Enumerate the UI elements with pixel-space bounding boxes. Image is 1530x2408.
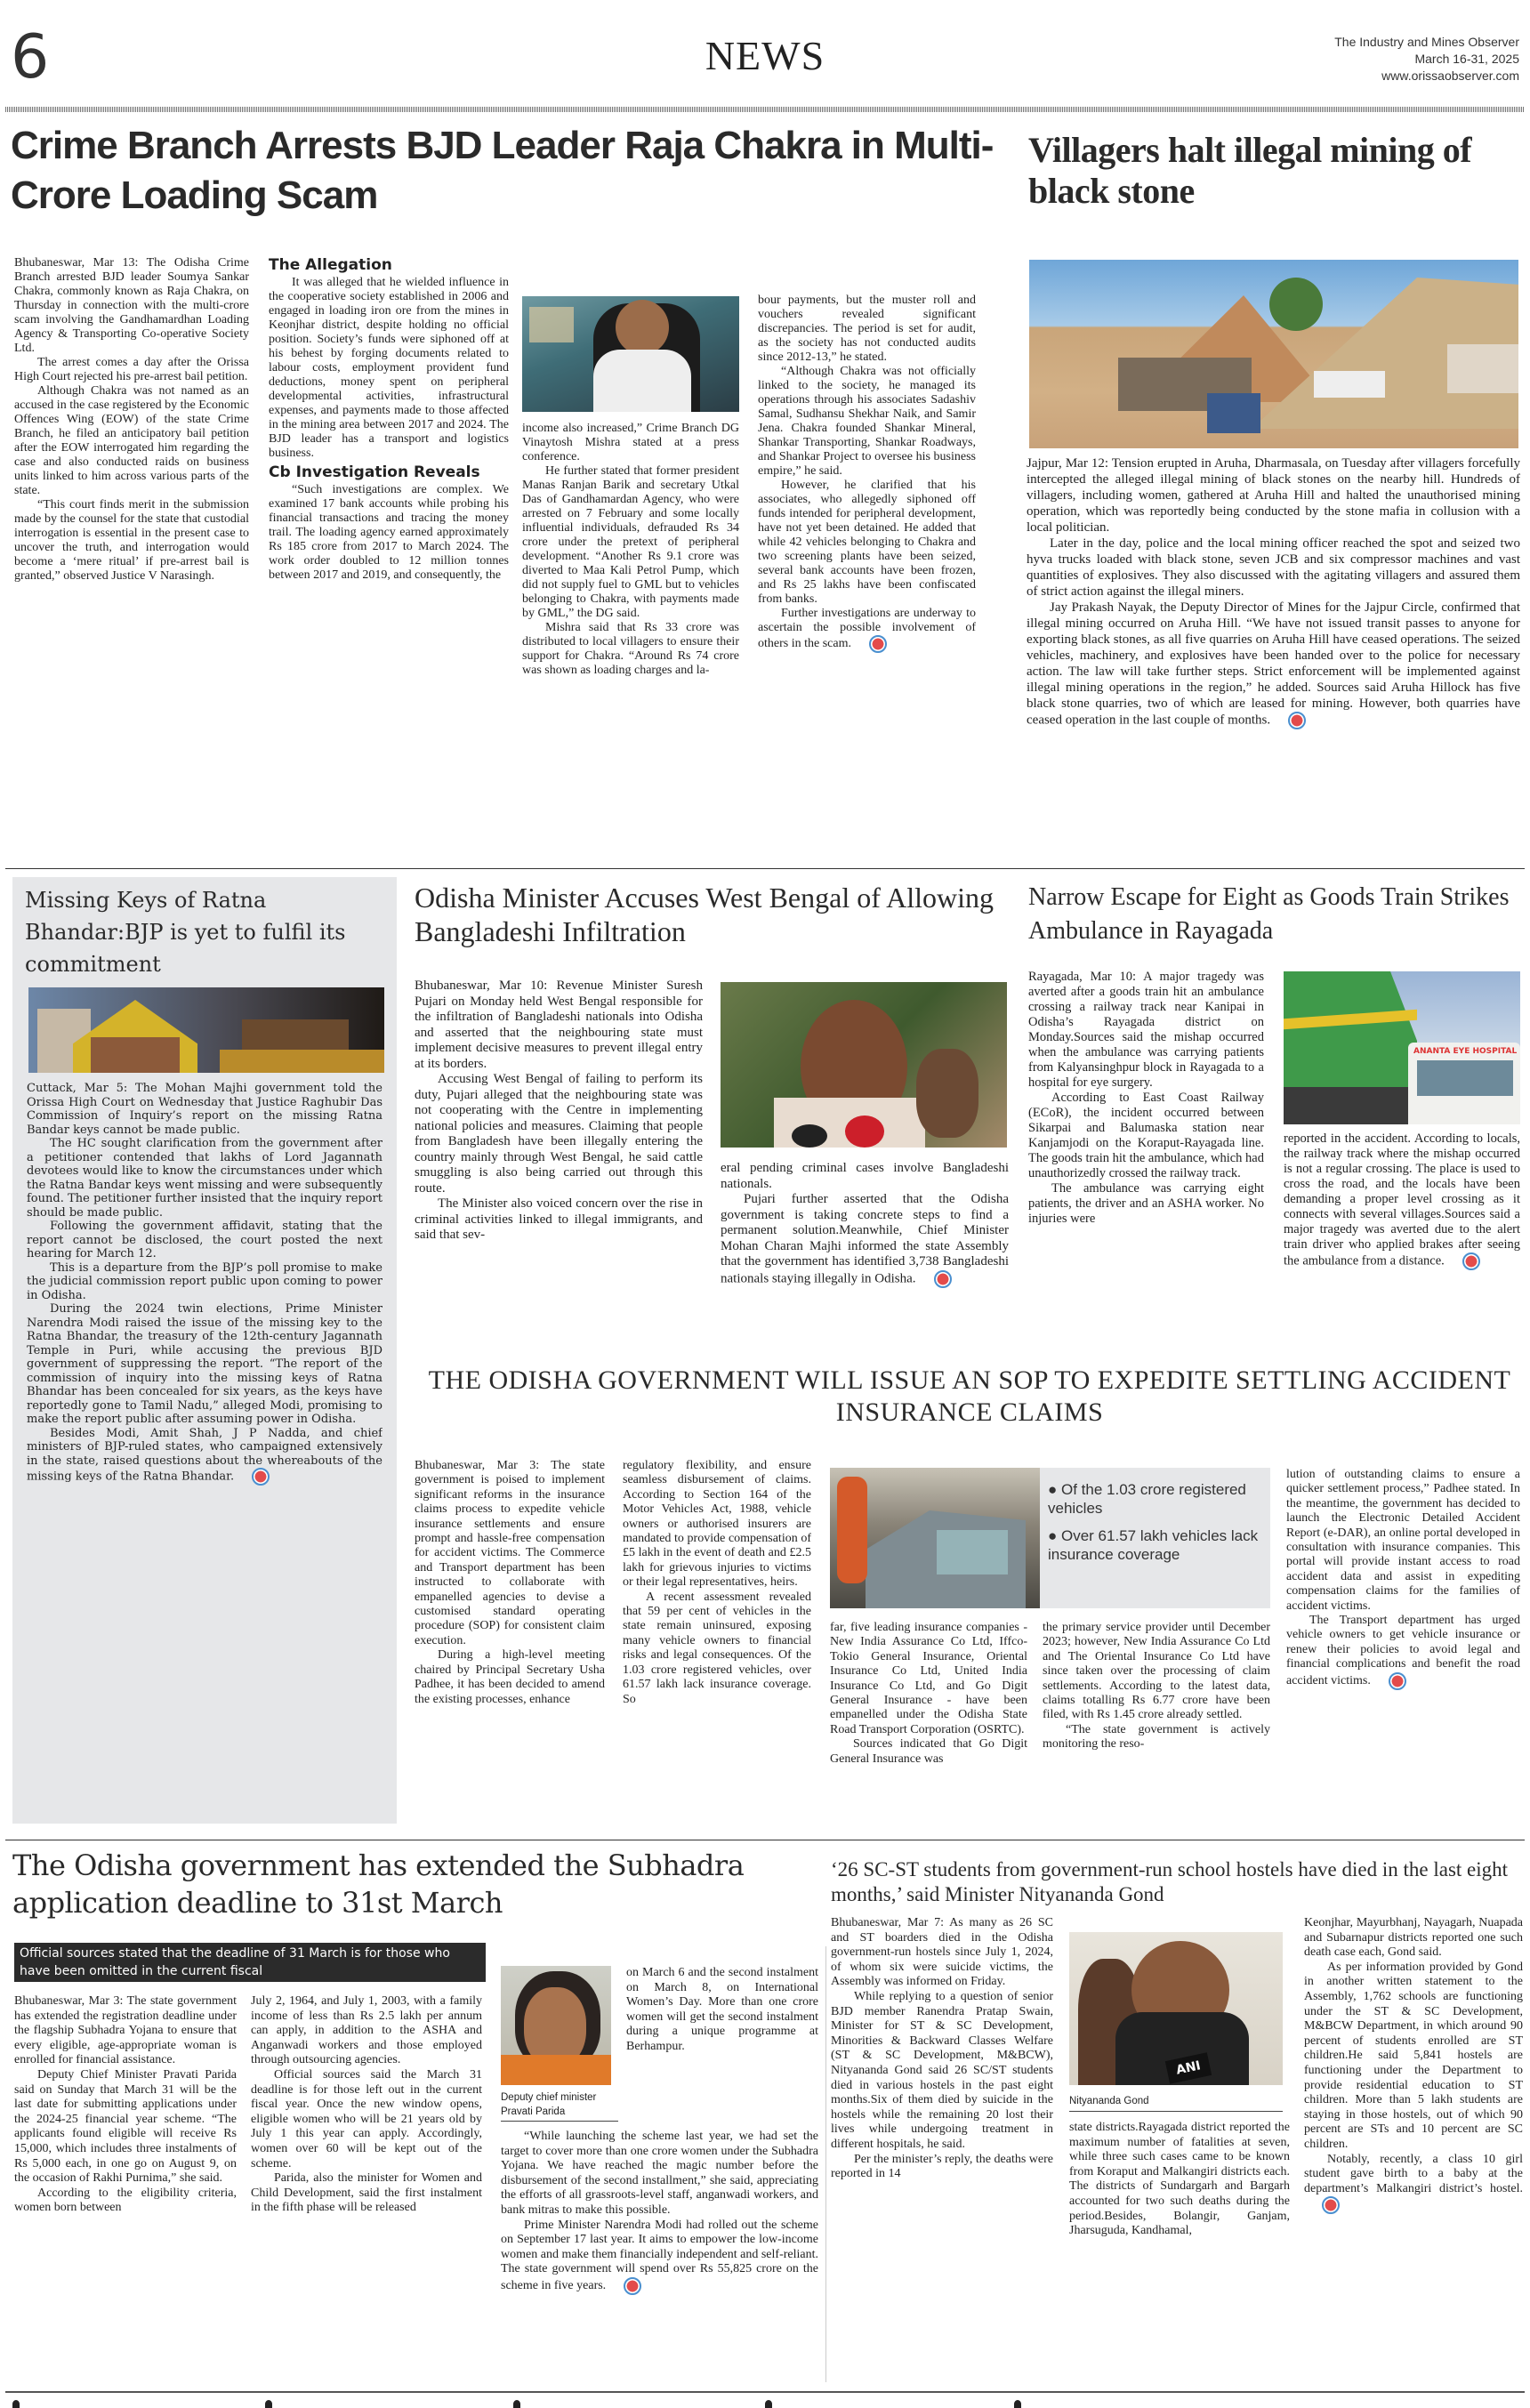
highlight-item: ● Over 61.57 lakh vehicles lack insurance coverage bbox=[1048, 1527, 1259, 1563]
paragraph: Although Chakra was not named as an accused in the case registered by the Economic Offences Wing (EOW) of the state Crime Branch, he filed an anticipatory bail petition after the EOW interrogated him regarding the case and also conducted raids on business units linked to him across various parts of the state. bbox=[14, 384, 249, 497]
paragraph: reported in the accident. According to locals, the railway track where the mishap occurred is not a regular crossing. The place is used to cross the road, and the locals have been demanding a proper level crossing as it connects with several villages.Sources said a major tragedy was averted due to the alert train driver who applied brakes after seeing the ambulance from a distance. bbox=[1284, 1132, 1520, 1270]
train-column-1 bbox=[1028, 970, 1264, 1352]
paragraph: eral pending criminal cases involve Bangladeshi nationals. bbox=[721, 1161, 1009, 1191]
ani-mic-label: ANI bbox=[1165, 2052, 1212, 2083]
paragraph: Following the government affidavit, stating that the report cannot be disclosed, the court posted the next hearing for March 12. bbox=[27, 1220, 382, 1260]
paragraph: Keonjhar, Mayurbhanj, Nayagarh, Nuapada and Subarnapur districts reported one such death case each, Gond said. bbox=[1304, 1916, 1523, 1960]
issue-date: March 16-31, 2025 bbox=[1414, 52, 1519, 66]
paragraph: During a high-level meeting chaired by Principal Secretary Usha Padhee, it has been decided to amend the existing processes, enhance bbox=[415, 1648, 605, 1706]
paragraph: The ambulance was carrying eight patients, the driver and an ASHA worker. No injuries were bbox=[1028, 1181, 1264, 1226]
paragraph: Deputy Chief Minister Pravati Parida said on Sunday that March 31 will be the last date for submitting applications under the 2024-25 financial year scheme. “The applicants found eligible will receive Rs 15,000, which includes three instalments of Rs 5,000 each, in one go on August 9, on the occasion of Rakhi Purnima,” she said. bbox=[14, 2067, 237, 2186]
paragraph: Notably, recently, a class 10 girl student gave birth to a baby at the department’s Malkangiri district’s hostel. bbox=[1304, 2153, 1523, 2215]
raja-chakra-photo bbox=[522, 296, 739, 412]
ratna-headline: Missing Keys of Ratna Bhandar:BJP is yet to fulfil its commitment bbox=[25, 888, 346, 977]
paragraph: Pujari further asserted that the Odisha government is taking concrete steps to find a permanent solution.Meanwhile, Chief Minister Mohan Charan Majhi informed the state Assembly that the government has identified 3,738 Bangladeshi nationals staying illegally in Odisha. bbox=[721, 1192, 1009, 1288]
paragraph: As per information provided by Gond in another written statement to the Assembly, 1,762 schools are functioning under the ST & SC Development, M&BCW Department, in which around 90 percent of students enrolled are ST children.He said 5,841 hostels are functioning under the Department to provide residential education to ST children. More than 5 lakh students are staying in those hostels, out of which 90 percent are STs and 10 percent are SC children. bbox=[1304, 1960, 1523, 2151]
paragraph: He further stated that former president Manas Ranjan Barik and secretary Utkal Das of Gandhamardan Agency, who were arrested on 7 February and some locally influential individuals, defrauded Rs 34 crore under the pretext of peripheral development. “Another Rs 9.1 crore was diverted to Maa Kali Petrol Pump, which did not supply fuel to GML but to vehicles belonging to Chakra, with payments made by GML,” the DG said. bbox=[522, 464, 739, 620]
publication-info bbox=[1334, 34, 1519, 85]
paragraph: Rayagada, Mar 10: A major tragedy was averted after a goods train hit an ambulance crossing a railway track near Kanipai in Odisha’s Rayagada district on Monday.Sources said the mishap occurred when the ambulance was carrying patients from Kalyansinghpur block in Rayagada to a hospital for eye surgery. bbox=[1028, 970, 1264, 1090]
registration-marks bbox=[0, 2400, 1530, 2408]
imo-logo-icon bbox=[1288, 712, 1306, 729]
insurance-highlights bbox=[1048, 1480, 1265, 1564]
highlight-item: ● Of the 1.03 crore registered vehicles bbox=[1048, 1481, 1246, 1517]
hostels-column-3 bbox=[1304, 1916, 1523, 2388]
ratna-box bbox=[12, 877, 397, 1824]
crashed-car-photo bbox=[830, 1468, 1040, 1608]
paragraph: Parida, also the minister for Women and Child Development, said the first instalment in the fifth phase will be released bbox=[251, 2171, 482, 2215]
subhadra-standfirst: Official sources stated that the deadline of 31 March is for those who have been omitted in the current fiscal bbox=[14, 1943, 486, 1982]
hostels-column-2 bbox=[1069, 2121, 1290, 2388]
subhead-allegation: The Allegation bbox=[269, 256, 392, 274]
insurance-headline: THE ODISHA GOVERNMENT WILL ISSUE AN SOP TO EXPEDITE SETTLING ACCIDENT INSURANCE CLAIMS bbox=[428, 1365, 1511, 1427]
paragraph: The arrest comes a day after the Orissa High Court rejected his pre-arrest bail petition. bbox=[14, 356, 249, 383]
paragraph: Per the minister’s reply, the deaths were reported in 14 bbox=[831, 2152, 1053, 2181]
paragraph: income also increased,” Crime Branch DG Vinaytosh Mishra stated at a press conference. bbox=[522, 422, 739, 463]
imo-logo-icon bbox=[252, 1468, 270, 1486]
section-title: NEWS bbox=[705, 33, 825, 78]
paragraph: Official sources said the March 31 deadline is for those left out in the current fiscal year. Once the new window opens, eligible women who will be 21 years old by July 1 this year can apply. Accordingly, women over 60 will be kept out of the scheme. bbox=[251, 2067, 482, 2170]
paragraph: Bhubaneswar, Mar 10: Revenue Minister Suresh Pujari on Monday held West Bengal responsible for the infiltration of Bangladeshi nationals into Odisha and asserted that the neighbouring state must implement decisive measures to prevent illegal entry at its borders. bbox=[415, 979, 703, 1071]
paragraph: Prime Minister Narendra Modi had rolled out the scheme on September 17 last year. It aims to empower the low-income women and make them financially independent and self-reliant. The state government will spend over Rs 55,825 crore on the scheme in five years. bbox=[501, 2219, 818, 2295]
bullet-icon: ● bbox=[1048, 1481, 1061, 1498]
paragraph: regulatory flexibility, and ensure seamless disbursement of claims. According to Section 164 of the Motor Vehicles Act, 1988, vehicle owners or authorised insurers are mandated to provide compensation of £5 lakh in the event of death and £2.5 lakh for grievous injuries to victims or their legal representatives, heirs. bbox=[623, 1459, 811, 1590]
subhead-investigation: Cb Investigation Reveals bbox=[269, 463, 480, 481]
masthead-rule bbox=[5, 107, 1525, 112]
paragraph: Jay Prakash Nayak, the Deputy Director of Mines for the Jajpur Circle, confirmed that illegal mining occurred on Aruha Hill. “We have not issued transit passes to anyone for exporting black stones, as all five quarries on Aruha Hill have ceased operations. The seized vehicles, machinery, and explosives have been handed over to the police for necessary action. The law will take further steps. Strict enforcement will be implemented against illegal mining operations in the region,” he added. Sources said Aruha Hillock has five black stone quarries, two of which are leased for mining. However, both quarries have ceased operation in the last couple of months. bbox=[1027, 600, 1520, 729]
subhadra-column-3-top bbox=[626, 1966, 818, 2126]
paragraph: “The state government is actively monitoring the reso- bbox=[1043, 1722, 1270, 1752]
pravati-parida-caption bbox=[501, 2090, 618, 2122]
paragraph: Bhubaneswar, Mar 3: The state government has extended the registration deadline under the flagship Subhadra Yojana to ensure that every eligible, age-appropriate woman is enrolled for financial assistance. bbox=[14, 1994, 237, 2067]
insurance-column-3 bbox=[830, 1621, 1027, 1832]
hostels-headline: ‘26 SC-ST students from government-run school hostels have died in the last eight months,’ said Minister Nityananda Gond bbox=[831, 1858, 1509, 1905]
paragraph: Further investigations are underway to ascertain the possible involvement of others in the scam. bbox=[758, 607, 976, 653]
crime-column-1 bbox=[14, 256, 249, 861]
ambulance-sign: ANANTA EYE HOSPITAL bbox=[1413, 1047, 1518, 1056]
bengal-column-2 bbox=[721, 1161, 1009, 1352]
paragraph: A recent assessment revealed that 59 per cent of vehicles in the state remain uninsured, exposing many vehicle owners to financial risks and legal consequences. Of the 1.03 crore registered vehicles, over 61.57 lakh lack insurance coverage. So bbox=[623, 1590, 811, 1706]
paragraph: Bhubaneswar, Mar 13: The Odisha Crime Branch arrested BJD leader Soumya Sankar Chakra, commonly known as Raja Chakra, on Thursday in connection with the multi-crore scam involving the Gandhamardhan Loading Agency & Transporting Co-operative Society Ltd. bbox=[14, 256, 249, 355]
paragraph: This is a departure from the BJP’s poll promise to make the judicial commission report public upon coming to power in Odisha. bbox=[27, 1260, 382, 1302]
bengal-headline: Odisha Minister Accuses West Bengal of Allowing Bangladeshi Infiltration bbox=[415, 882, 994, 947]
paragraph: Besides Modi, Amit Shah, J P Nadda, and chief ministers of BJP-ruled states, who campaigned extensively in the state, raised questions about the whereabouts of the missing keys of the Ratna Bhandar. bbox=[27, 1427, 382, 1486]
mining-site-photo bbox=[1029, 260, 1518, 448]
paragraph: While replying to a question of senior BJD member Ranendra Pratap Swain, Minister for ST & SC Development, Minorities & Backward Classes Welfare (ST & SC Development, M&BCW), Nityananda Gond said 26 SC/ST students died in various hostels in the past eight months.Six of them died by suicide in the hostels while the remaining 20 lost their lives while undergoing treatment in different hospitals, he said. bbox=[831, 1989, 1053, 2151]
section-divider bbox=[5, 868, 1525, 869]
paragraph: According to East Coast Railway (ECoR), the incident occurred between Sikarpai and Balumaska station near Kanjamjodi on the Koraput-Rayagada line. The goods train hit the ambulance, which had unauthorizedly crossed the railway track. bbox=[1028, 1091, 1264, 1180]
crime-column-4 bbox=[758, 294, 976, 861]
subhadra-column-1 bbox=[14, 1994, 237, 2386]
caption-line: Deputy chief minister bbox=[501, 2092, 597, 2103]
paragraph: Accusing West Bengal of failing to perform its duty, Pujari alleged that the neighbouring state was not cooperating with the Centre in implementing national policies and measures. Claiming that people from Bangladesh have been illegally entering the country mainly through West Bengal, he said cattle smuggling is also being carried out through this route. bbox=[415, 1072, 703, 1196]
paragraph: Bhubaneswar, Mar 3: The state government is poised to implement significant reforms in the insurance claims process to expedite vehicle insurance settlements and ensure prompt and hassle-free compensation for accident victims. The Commerce and Transport department has been instructed to collaborate with empanelled agencies to devise a customised standard operating procedure (SOP) for consistent claim execution. bbox=[415, 1459, 605, 1647]
paragraph: It was alleged that he wielded influence in the cooperative society established in 2006 and engaged in loading iron ore from the mines in Keonjhar district, despite holding no official position. Society’s funds were siphoned off at his behest by forging documents related to labour costs, employment provident fund deductions, money spent on peripheral developmental activities, infrastructural expenses, and payments made to those affected in the mining area between 2017 and 2024. The BJD leader has a transport and logistics business. bbox=[269, 276, 509, 460]
jagannath-temple-treasure-photo bbox=[28, 987, 384, 1073]
paragraph: July 2, 1964, and July 1, 2003, with a family income of less than Rs 2.5 lakh per annum can apply, in addition to the ASHA and Anganwadi workers and those employed through outsourcing agencies. bbox=[251, 1994, 482, 2067]
train-ambulance-photo bbox=[1284, 971, 1520, 1124]
train-headline: Narrow Escape for Eight as Goods Train Strikes Ambulance in Rayagada bbox=[1028, 883, 1510, 945]
imo-logo-icon bbox=[1462, 1252, 1480, 1270]
train-column-2 bbox=[1284, 1132, 1520, 1352]
paragraph: far, five leading insurance companies - New India Assurance Co Ltd, Iffco-Tokio General Insurance, Oriental Insurance Co Ltd, United India Insurance Co Ltd, and Go Digit General Insurance - have been empanelled under the Odisha State Road Transport Corporation (OSRTC). bbox=[830, 1621, 1027, 1736]
subhadra-headline: The Odisha government has extended the Subhadra application deadline to 31st March bbox=[12, 1848, 745, 1920]
paragraph: Mishra said that Rs 33 crore was distributed to local villagers to ensure their support for Chakra. “Around Rs 74 crore was shown as loading charges and la- bbox=[522, 621, 739, 677]
crime-column-2 bbox=[269, 256, 509, 861]
paragraph: Bhubaneswar, Mar 7: As many as 26 SC and ST boarders died in the Odisha government-run hostels since July 1, 2024, of whom six were suicide victims, the Assembly was informed on Friday. bbox=[831, 1916, 1053, 1989]
publication-name: The Industry and Mines Observer bbox=[1334, 35, 1519, 49]
crime-column-3 bbox=[522, 422, 739, 861]
page-number: 6 bbox=[11, 22, 50, 93]
pravati-parida-photo bbox=[501, 1966, 611, 2085]
imo-logo-icon bbox=[1322, 2196, 1340, 2214]
insurance-column-1 bbox=[415, 1459, 605, 1832]
website-link[interactable]: www.orissaobserver.com bbox=[1381, 68, 1519, 83]
insurance-column-4 bbox=[1043, 1621, 1270, 1832]
paragraph: However, he clarified that his associates, who allegedly siphoned off funds intended for peripheral development, have not yet been detained. He added that while 42 vehicles belonging to Chakra and two screening plants have been seized, several bank accounts have been frozen, and Rs 25 lakhs have been confiscated from banks. bbox=[758, 479, 976, 606]
mining-headline: Villagers halt illegal mining of black stone bbox=[1028, 130, 1472, 211]
imo-logo-icon bbox=[934, 1270, 952, 1288]
paragraph: the primary service provider until December 2023; however, New India Assurance Co Ltd and The Oriental Insurance Co Ltd have since taken over the processing of claim settlements. According to the latest data, claims totalling Rs 6.77 crore have been filed, with Rs 1.45 crore already settled. bbox=[1043, 1621, 1270, 1722]
insurance-column-5 bbox=[1286, 1468, 1520, 1832]
paragraph: bour payments, but the muster roll and vouchers revealed significant discrepancies. The period is set for audit, as the society has not conducted audits since 2012-13,” he stated. bbox=[758, 294, 976, 364]
bengal-column-1 bbox=[415, 979, 703, 1352]
paragraph: on March 6 and the second instalment on March 8, on International Women’s Day. More than one crore women will get the second instalment during a unique programme at Berhampur. bbox=[626, 1966, 818, 2053]
paragraph: state districts.Rayagada district reported the maximum number of fatalities at seven, while three such cases came to be known from Koraput and Malkangiri districts each. The districts of Sundargarh and Bargarh accounted for two such deaths during the period.Besides, Bolangir, Ganjam, Jharsuguda, Kandhamal, bbox=[1069, 2121, 1290, 2238]
paragraph: During the 2024 twin elections, Prime Minister Narendra Modi raised the issue of the missing key to the Ratna Bhandar, the treasury of the 12th-century Jagannath Temple in Puri, while accusing the previous BJD government of suppressing the report. “The report of the commission of inquiry into the missing keys of Ratna Bhandar has been concealed for six years, as the keys have reportedly gone to Tamil Nadu,” alleged Modi, promising to make the report public after assuming power in Odisha. bbox=[27, 1302, 382, 1426]
suresh-pujari-photo bbox=[721, 982, 1007, 1148]
paragraph: According to the eligibility criteria, women born between bbox=[14, 2186, 237, 2215]
paragraph: “Although Chakra was not officially linked to the society, he managed its operations through his associates Sadashiv Samal, Sudhansu Shekhar Naik, and Samir Jena. Chakra founded Shankar Mineral, Shankar Transporting, Shankar Roadways, and Shankar Project to oversee his business empire,” he said. bbox=[758, 365, 976, 478]
paragraph: “While launching the scheme last year, we had set the target to cover more than one crore women under the Subhadra Yojana. We have reached the magic number before the disbursement of the second installment,” she said, appreciating the efforts of all grassroots-level staff, anganwadi workers, and bank mitras to make this possible. bbox=[501, 2130, 818, 2217]
paragraph: Jajpur, Mar 12: Tension erupted in Aruha, Dharmasala, on Tuesday after villagers forcefully intercepted the alleged illegal mining of black stones on the nearby hill. Hundreds of villagers, including women, gathered at Aruha Hill and halted the unauthorised mining operation, which was reportedly being conducted by the stone mafia in collusion with a local politician. bbox=[1027, 456, 1520, 535]
paragraph: The Transport department has urged vehicle owners to get vehicle insurance or renew their policies to avoid legal and financial complications and benefit the road accident victims. bbox=[1286, 1614, 1520, 1690]
imo-logo-icon bbox=[624, 2277, 641, 2295]
footer-rule bbox=[5, 2391, 1525, 2393]
imo-logo-icon bbox=[869, 635, 887, 653]
insurance-column-2 bbox=[623, 1459, 811, 1832]
bullet-icon: ● bbox=[1048, 1527, 1061, 1544]
caption-line: Pravati Parida bbox=[501, 2106, 566, 2117]
paragraph: The Minister also voiced concern over the rise in criminal activities linked to illegal immigrants, and said that sev- bbox=[415, 1196, 703, 1242]
mining-body bbox=[1027, 455, 1520, 861]
paragraph: Later in the day, police and the local mining officer reached the spot and seized two hyva trucks loaded with black stone, seven JCB and six compressor machines and vast quantities of explosives. They also discussed with the agitating villagers and assured them of strict action against the illegal miners. bbox=[1027, 536, 1520, 599]
nityananda-gond-caption: Nityananda Gond bbox=[1069, 2094, 1283, 2112]
subhadra-column-3-bottom bbox=[501, 2130, 818, 2388]
paragraph: Sources indicated that Go Digit General Insurance was bbox=[830, 1737, 1027, 1766]
paragraph: “Such investigations are complex. We examined 17 bank accounts while probing his financial transactions and tracing the money trail. The loading agency earned approximately Rs 185 crore from 2017 to March 2024. The work order doubled to 12 million tonnes between 2017 and 2019, and consequently, the bbox=[269, 483, 509, 582]
column-divider bbox=[825, 1946, 826, 2382]
paragraph: The HC sought clarification from the government after a petitioner contended that lakhs of Lord Jagannath devotees would like to know the circumstances under which the Ratna Bandar keys went missing and were subsequently found. The petitioner further insisted that the inquiry report should be made public. bbox=[27, 1137, 382, 1220]
imo-logo-icon bbox=[1389, 1672, 1406, 1690]
nityananda-gond-photo bbox=[1069, 1932, 1283, 2085]
ratna-body bbox=[27, 1082, 382, 1818]
paragraph: “This court finds merit in the submission made by the counsel for the state that custodial interrogation is essential in the present case to uncover the truth, and interrogation would become a ‘mere ritual’ if pre-arrest bail is granted,” observed Justice V Narasingh. bbox=[14, 498, 249, 583]
subhadra-column-2 bbox=[251, 1994, 482, 2386]
paragraph: lution of outstanding claims to ensure a quicker settlement process,” Padhee stated. In the meantime, the government has decided to launch the Electronic Detailed Accident Report (e-DAR), an online portal developed in consultation with insurance companies. This portal will provide instant access to road accident data and assist in expediting compensation claims for the families of accident victims. bbox=[1286, 1468, 1520, 1613]
hostels-column-1 bbox=[831, 1916, 1053, 2388]
crime-headline: Crime Branch Arrests BJD Leader Raja Chakra in Multi-Crore Loading Scam bbox=[11, 124, 994, 217]
paragraph: Cuttack, Mar 5: The Mohan Majhi government told the Orissa High Court on Wednesday that Justice Raghubir Das Commission of Inquiry’s report on the missing Ratna Bandar keys cannot be made public. bbox=[27, 1082, 382, 1137]
